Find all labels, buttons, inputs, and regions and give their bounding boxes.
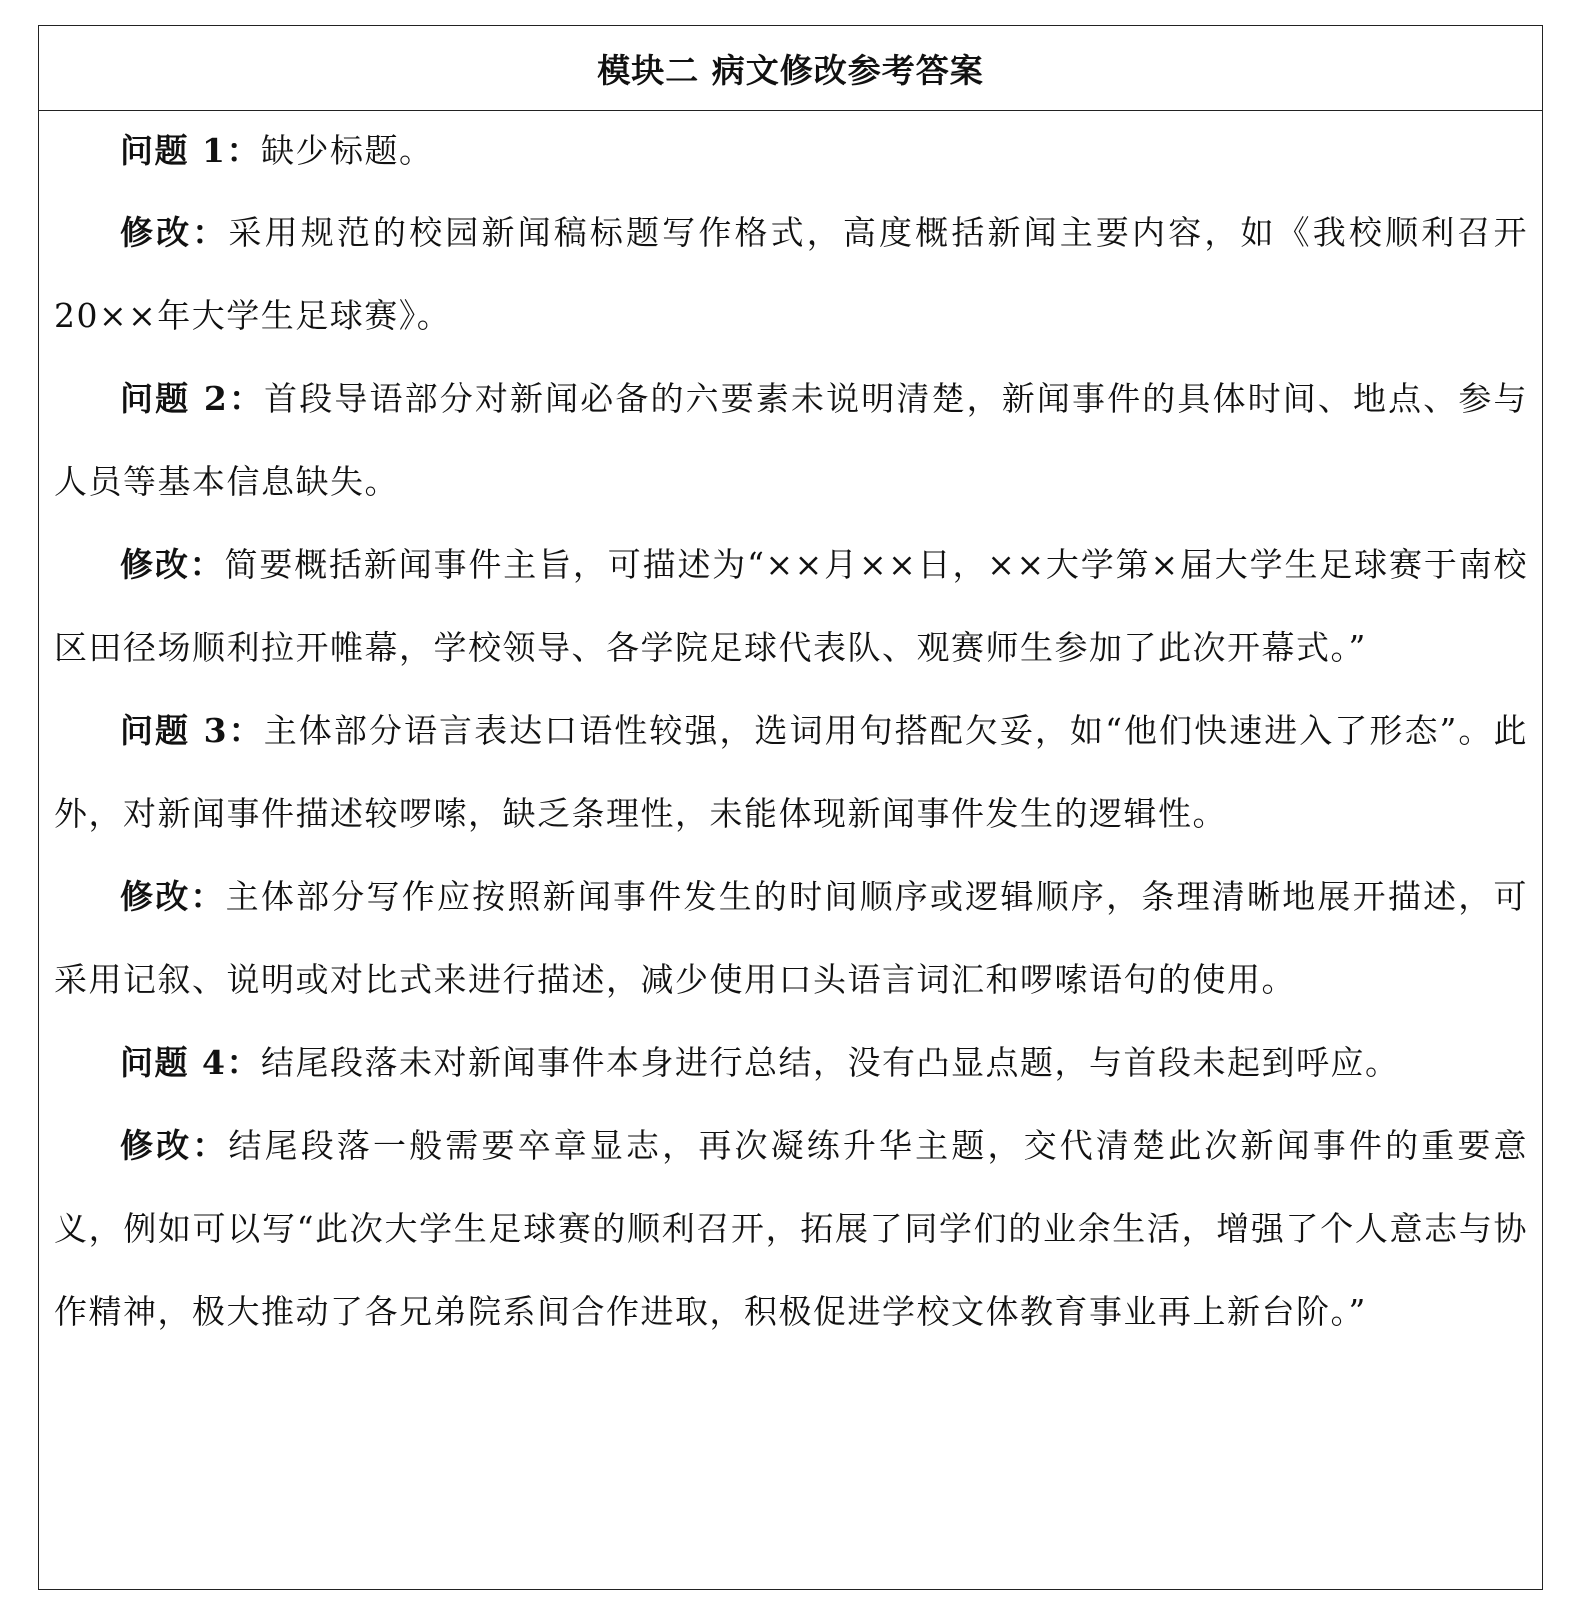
problem-label: 问题 2： [120,379,265,418]
problem-text: 缺少标题。 [260,131,434,170]
problem-label: 问题 1： [120,131,261,170]
revision-label: 修改： [120,213,229,252]
revision-text: 主体部分写作应按照新闻事件发生的时间顺序或逻辑顺序，条理清晰地展开描述，可采用记叙、说明或对比式来进行描述，减少使用口头语言词汇和啰嗦语句的使用。 [54,877,1529,999]
problem-text: 主体部分语言表达口语性较强，选词用句搭配欠妥，如“他们快速进入了形态”。此外，对新闻事件描述较啰嗦，缺乏条理性，未能体现新闻事件发生的逻辑性。 [54,711,1528,833]
revision-label: 修改： [120,545,225,584]
problem-text: 首段导语部分对新闻必备的六要素未说明清楚，新闻事件的具体时间、地点、参与人员等基本信息缺失。 [54,379,1529,501]
revision-text: 结尾段落一般需要卒章显志，再次凝练升华主题，交代清楚此次新闻事件的重要意义，例如可以写“此次大学生足球赛的顺利召开，拓展了同学们的业余生活，增强了个人意志与协作精神，极大推动了各兄弟院系间合作进取，积极促进学校文体教育事业再上新台阶。” [54,1126,1529,1331]
revision-2 [54,523,1528,689]
revision-1 [54,191,1528,357]
problem-label: 问题 3： [120,711,264,750]
table-title: 模块二 病文修改参考答案 [39,26,1542,111]
problem-2 [54,357,1528,523]
problem-text: 结尾段落未对新闻事件本身进行总结，没有凸显点题，与首段未起到呼应。 [260,1043,1400,1082]
problem-3 [54,689,1528,855]
revision-3 [54,855,1528,1021]
revision-text: 采用规范的校园新闻稿标题写作格式，高度概括新闻主要内容，如《我校顺利召开 20××年大学生足球赛》。 [54,213,1529,335]
revision-label: 修改： [120,1126,229,1165]
revision-4 [54,1104,1528,1353]
problem-1 [54,111,1528,191]
problem-label: 问题 4： [120,1043,261,1082]
revision-label: 修改： [120,877,226,916]
answer-table [38,25,1543,1590]
answer-body [39,111,1542,1353]
problem-4 [54,1021,1528,1104]
revision-text: 简要概括新闻事件主旨，可描述为“××月××日，××大学第×届大学生足球赛于南校区田径场顺利拉开帷幕，学校领导、各学院足球代表队、观赛师生参加了此次开幕式。” [54,545,1528,667]
